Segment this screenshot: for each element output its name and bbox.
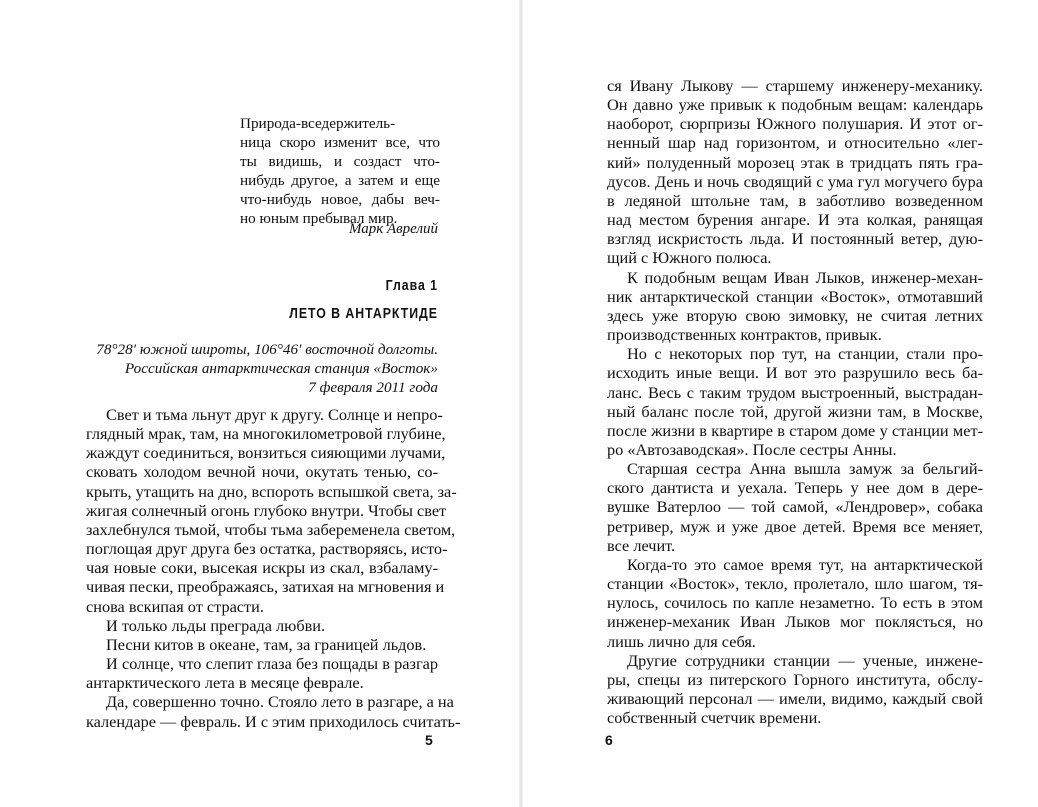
text-line: ского дантиста и уехала. Теперь у нее дом в дере- [607,478,983,498]
epigraph-line: ты видишь, и создаст что- [240,153,440,170]
text-line: станции «Восток», текло, пролетало, шло шагом, тя- [607,574,983,594]
chapter-title: ЛЕТО В АНТАРКТИДЕ [289,305,438,322]
text-line: ненный шар над горизонтом, и относительно «лег- [607,133,983,153]
text-line: взгляд искристость льда. И постоянный ветер, дую- [607,229,983,249]
text-line: здесь уже вторую свою зимовку, не считая летних [607,305,983,325]
text-line: сковать холодом вечной ночи, окутать тенью, со- [86,462,438,482]
text-line: производственных контрактов, привык. [607,325,882,345]
station-line: Российская антарктическая станция «Восток» [124,360,438,377]
text-line: Другие сотрудники станции — ученые, инжене- [627,650,983,670]
text-line: над местом бурения ангаре. И эта колкая, ранящая [607,210,983,230]
text-line: И только льды преграда любви. [106,615,326,635]
text-line: лишь лично для себя. [607,631,756,651]
text-line: глядный мрак, там, на многокилометровой глубине, [86,424,446,444]
date-line: 7 февраля 2011 года [308,379,438,396]
text-line: К подобным вещам Иван Лыков, инженер-механ- [627,267,983,287]
text-line: ся Ивану Лыкову — старшему инженеру-механику. [607,76,983,95]
text-line: наоборот, сюрпризы Южного полушария. И этот ог- [607,114,983,134]
text-line: вушке Ватерлоо — той самой, «Лендровер», собака [607,497,983,517]
text-line: чая новые соки, высекая искры из скал, взбаламу- [86,558,438,578]
text-line: дусов. День и ночь сводящий с ума гул могучего бура [607,171,983,191]
epigraph [240,114,440,228]
epigraph-line: нибудь другое, а затем и еще [240,172,440,189]
text-line: нулось, сочилось по капле незаметно. То есть в этом [607,593,983,613]
text-line: все лечит. [607,535,676,555]
text-line: снова вскипая от страсти. [86,596,264,616]
text-line: чивая пески, преображаясь, затихая на мгновения и [86,577,445,597]
text-line: Когда-то это самое время тут, на антарктической [627,554,983,574]
text-line: календаре — февраль. И с этим приходилось считать- [86,711,461,731]
text-line: Он давно уже привык к подобным вещам: календарь [607,95,983,115]
epigraph-line: но юным пребывал мир. [240,210,398,227]
text-line: захлебнулся тьмой, чтобы тьма забеременела светом, [86,519,456,539]
text-line: жигая солнечный огонь глубоко внутри. Чтобы свет [86,500,447,520]
text-line: ретривер, муж и уже двое детей. Время все меняет, [607,516,983,536]
page-number: 5 [425,732,433,748]
text-line: антарктического лета в месяце феврале. [86,673,364,693]
text-line: исходить иные вещи. И вот это разрушило весь ба- [607,363,983,383]
text-line: поглощая друг друга без остатка, растворяясь, исто- [86,539,448,559]
text-line: кий» полуденный морозец этак в тридцать пять гра- [607,152,983,172]
text-line: ланс. Весь с таким трудом выстроенный, выстрадан- [607,382,983,402]
text-line: ро «Автозаводская». После сестры Анны. [607,439,897,459]
text-line: И солнце, что слепит глаза без пощады в разгар [106,654,438,674]
epigraph-author: Марк Аврелий [348,221,438,237]
right-body-text [607,76,983,727]
epigraph-line: ница скоро изменит все, что [240,134,440,151]
text-line: Песни китов в океане, там, за границей льдов. [106,634,427,654]
chapter-number: Глава 1 [385,277,438,294]
text-line: крыть, утащить на дно, вспороть вспышкой света, за- [86,481,457,501]
page-number: 6 [605,732,613,748]
right-page [523,0,1038,807]
text-line: ник антарктической станции «Восток», отмотавший [607,286,983,306]
text-line: живающий персонал — имели, видимо, каждый свой [607,689,983,708]
place-and-date [86,340,438,397]
text-line: собственный счетчик времени. [607,708,822,728]
left-body-text [86,405,461,731]
text-line: инженер-механик Иван Лыков мог поклясться, но [607,612,983,632]
text-line: после жизни в квартире в старом доме у станции мет- [607,420,983,440]
text-line: жаждут соединиться, вонзиться сияющими лучами, [86,443,446,463]
text-line: щий с Южного полюса. [607,248,772,268]
text-line: ры, спецы из питерского Горного института, обслу- [607,669,983,689]
epigraph-line: Природа-вседержитель- [240,115,396,132]
text-line: Да, совершенно точно. Стояло лето в разгаре, а на [106,692,454,712]
text-line: Но с некоторых пор тут, на станции, стали про- [627,344,983,364]
text-line: ный баланс после той, другой жизни там, в Москве, [607,401,983,421]
epigraph-line: что-нибудь новое, дабы веч- [240,191,440,208]
text-line: Старшая сестра Анна вышла замуж за бельгий- [627,459,983,479]
text-line: в ледяной штольне там, в заботливо возведенном [607,190,983,210]
coordinates-line: 78°28′ южной широты, 106°46′ восточной долготы. [96,341,438,358]
text-line: Свет и тьма льнут друг к другу. Солнце и непро- [106,405,443,424]
